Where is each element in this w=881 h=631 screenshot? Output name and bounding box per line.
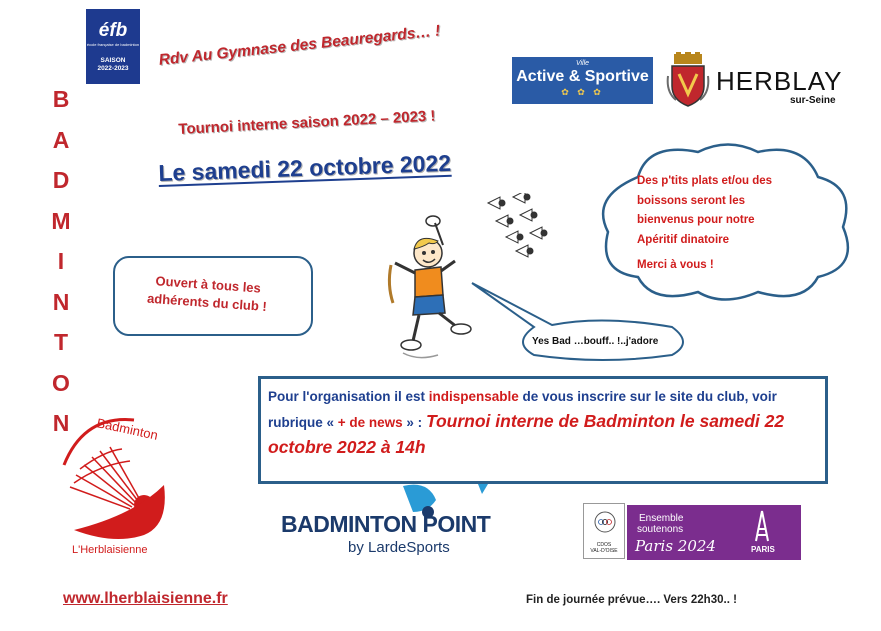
efb-years: 2022-2023 [97,64,129,72]
vertical-letter: T [53,329,69,355]
paris-line-1: Ensemble [639,513,684,524]
paris-line-3: Paris 2024 [635,537,716,555]
info-event-title: Tournoi interne de Badminton le samedi 22 octobre 2022 à 14h [268,411,785,457]
vertical-letter: B [52,86,70,112]
badminton-point-name: BADMINTON POINT [281,511,491,537]
herblay-name: HERBLAY [716,66,843,96]
efb-tagline: école française de badminton [86,42,140,47]
vertical-letter: M [51,207,71,234]
herblay-subtitle: sur-Seine [790,95,836,106]
efb-saison: SAISON [100,57,126,64]
herblay-crest-icon [666,52,710,108]
cdos-region: VAL-D'OISE [590,548,618,554]
shuttlecocks-icon [478,193,553,258]
cloud-line: Apéritif dinatoire [637,233,730,246]
ville-active-sportive-logo [512,57,653,104]
tournoi-heading: Tournoi interne saison 2022 – 2023 ! [178,107,436,138]
herblaisienne-bottom-text: L'Herblaisienne [72,544,148,556]
efb-badge [86,9,140,84]
speech-bubble-shape [462,265,702,365]
paris-line-2: soutenons [637,524,684,535]
speech-text: Yes Bad …bouff.. !..j'adore [532,336,659,347]
event-date: Le samedi 22 octobre 2022 [157,149,452,186]
efb-logo: éfb [98,20,128,41]
cloud-line: bienvenus pour notre [637,214,755,226]
info-news-link: + de news [337,415,403,430]
open-line-1: Ouvert à tous les [155,273,262,296]
cloud-line: Des p'tits plats et/ou des [637,175,773,187]
laurel-icon: ✿ ✿ ✿ [561,87,604,97]
olympic-rings-icon [593,510,617,540]
info-text-2: de vous inscrire sur le site du club, voir rubrique « [268,389,777,430]
end-time-note: Fin de journée prévue…. Vers 22h30.. ! [526,594,737,606]
badminton-point-by: by LardeSports [348,539,450,556]
vertical-letter: N [52,410,70,436]
registration-info-text [268,385,820,461]
cloud-message [637,172,827,276]
paris-2024-banner [627,505,801,560]
vertical-letter: N [52,288,70,315]
ville-name: Active & Sportive [516,68,649,85]
open-line-2: adhérents du club ! [146,290,268,315]
vertical-letter: D [52,167,70,193]
vertical-letter: O [52,369,70,396]
vertical-letter: I [57,248,65,274]
club-website-link[interactable]: www.lherblaisienne.fr [63,590,228,607]
cloud-thanks: Merci à vous ! [637,259,714,271]
info-text-1: Pour l'organisation il est [268,389,429,404]
cdos-label: CDOS [596,542,612,548]
eiffel-tower-icon [749,509,775,543]
vertical-letter: A [52,126,70,153]
ville-label: Ville [575,60,590,67]
herblaisienne-logo [44,405,194,565]
cloud-line: boissons seront les [637,194,746,207]
info-text-3: » : [402,415,426,430]
info-highlight: indispensable [428,389,519,404]
paris-city-label: PARIS [751,545,775,554]
rdv-heading: Rdv Au Gymnase des Beauregards… ! [158,22,442,69]
vertical-badminton-title [46,88,76,453]
herblaisienne-top-text: Badminton [95,415,160,443]
cdos-logo [583,503,625,559]
